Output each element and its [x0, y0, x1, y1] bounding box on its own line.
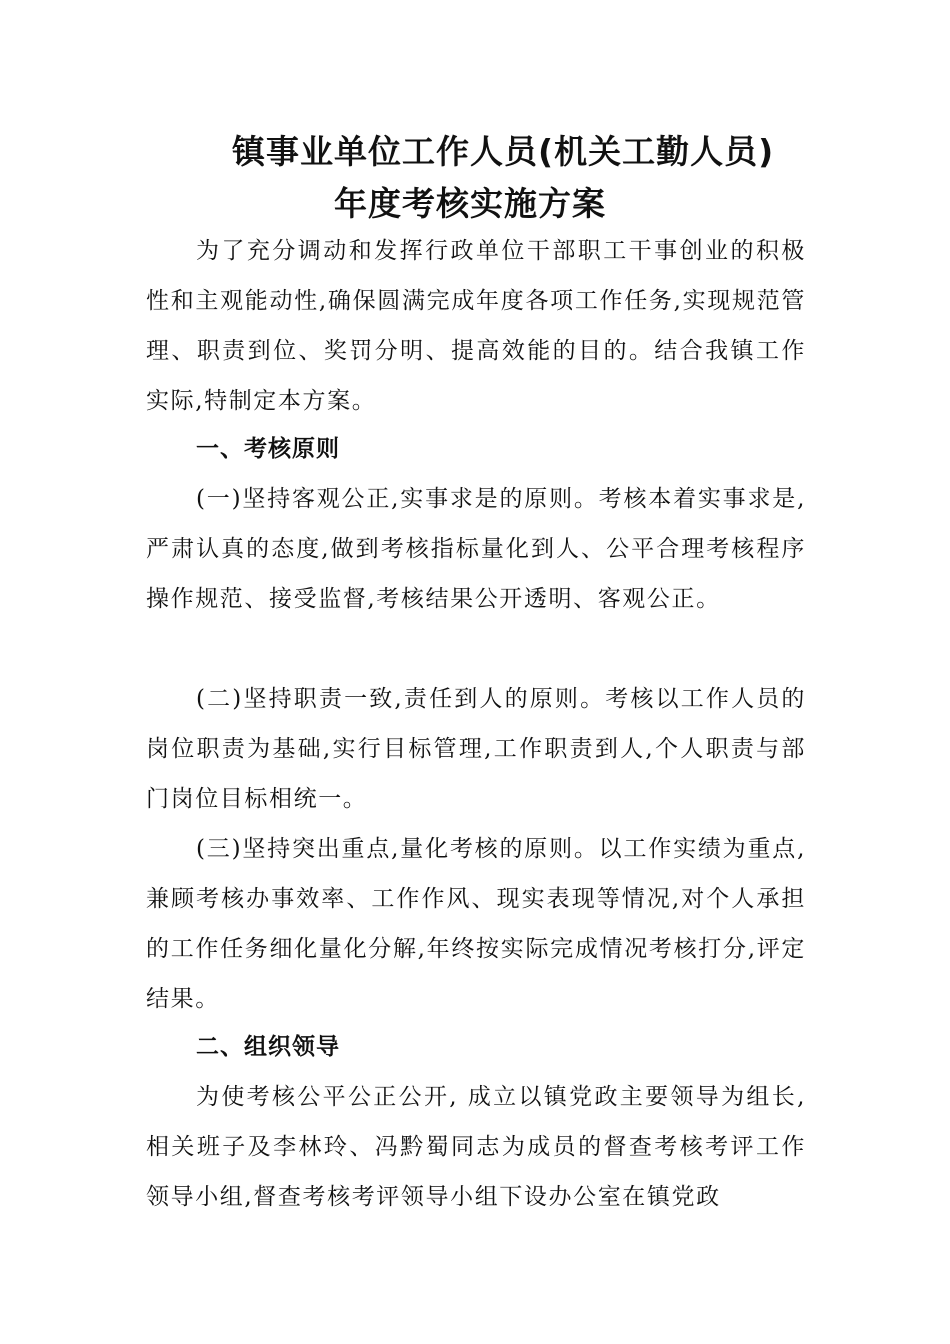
intro-paragraph: 为了充分调动和发挥行政单位干部职工干事创业的积极性和主观能动性,确保圆满完成年度各项工作任务,实现规范管理、职责到位、奖罚分明、提高效能的目的。结合我镇工作实际,特制定本方案。 [146, 238, 806, 414]
leadership-paragraph: 为使考核公平公正公开, 成立以镇党政主要领导为组长,相关班子及李林玲、冯黔蜀同志为成员的督查考核考评工作领导小组,督查考核考评领导小组下设办公室在镇党政 [146, 1084, 806, 1210]
section-1-heading: 一、考核原则 [196, 436, 340, 462]
principle-3-paragraph: (三)坚持突出重点,量化考核的原则。以工作实绩为重点,兼顾考核办事效率、工作作风、现实表现等情况,对个人承担的工作任务细化量化分解,年终按实际完成情况考核打分,评定结果。 [146, 836, 806, 1012]
document-title-line-2: 年度考核实施方案 [334, 184, 606, 223]
section-2-heading: 二、组织领导 [196, 1034, 340, 1060]
principle-2-paragraph: (二)坚持职责一致,责任到人的原则。考核以工作人员的岗位职责为基础,实行目标管理,工作职责到人,个人职责与部门岗位目标相统一。 [146, 686, 806, 812]
principle-1-paragraph: (一)坚持客观公正,实事求是的原则。考核本着实事求是,严肃认真的态度,做到考核指标量化到人、公平合理考核程序操作规范、接受监督,考核结果公开透明、客观公正。 [146, 486, 806, 612]
document-title-line-1: 镇事业单位工作人员(机关工勤人员) [232, 132, 775, 171]
